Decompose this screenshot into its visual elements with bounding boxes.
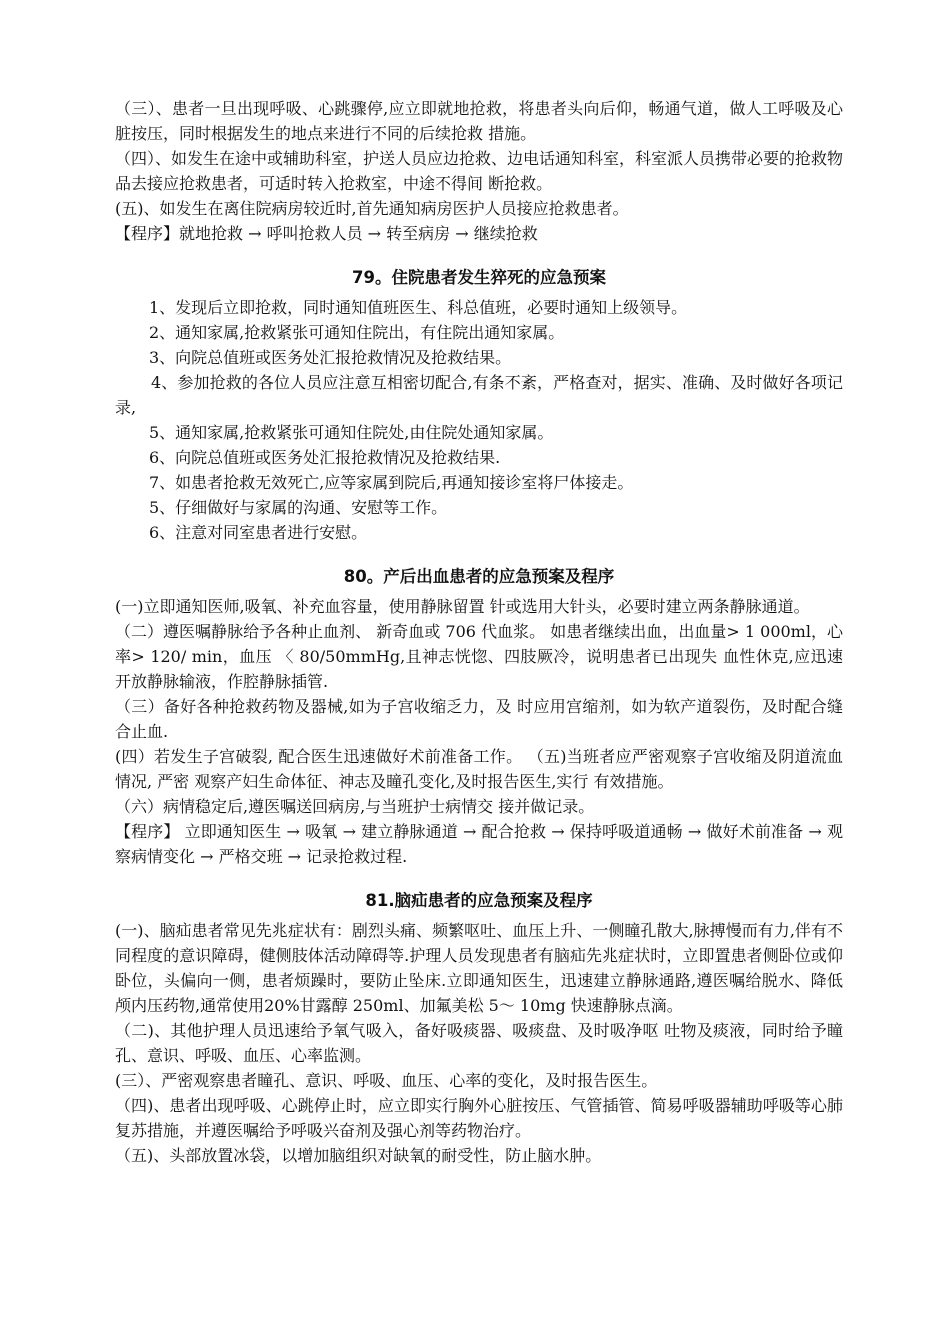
list-item: 3、向院总值班或医务处汇报抢救情况及抢救结果。: [149, 348, 512, 367]
section-81: [115, 888, 843, 1168]
list-item: 1、发现后立即抢救，同时通知值班医生、科总值班，必要时通知上级领导。: [149, 298, 688, 317]
paragraph: （三）、患者一旦出现呼吸、心跳骤停,应立即就地抢救，将患者头向后仰，畅通气道，做人工呼吸及心脏按压，同时根据发生的地点来进行不同的后续抢救 措施。: [115, 99, 843, 143]
paragraph: (四）若发生子宫破裂, 配合医生迅速做好术前准备工作。 （五)当班者应严密观察子宫收缩及阴道流血情况, 严密 观察产妇生命体征、神志及瞳孔变化,及时报告医生,实行 有效措施。: [115, 747, 843, 791]
document-content: [115, 96, 843, 1168]
list-item: 2、通知家属,抢救紧张可通知住院出，有住院出通知家属。: [149, 323, 565, 342]
procedure-line: 【程序】 立即通知医生 → 吸氧 → 建立静脉通道 → 配合抢救 → 保持呼吸道通畅 → 做好术前准备 → 观察病情变化 → 严格交班 → 记录抢救过程.: [115, 822, 843, 866]
list-item: 7、如患者抢救无效死亡,应等家属到院后,再通知接诊室将尸体接走。: [149, 473, 634, 492]
list-item: 6、注意对同室患者进行安慰。: [149, 523, 368, 542]
list-item: 6、向院总值班或医务处汇报抢救情况及抢救结果.: [149, 448, 501, 467]
section-title: 81.脑疝患者的应急预案及程序: [365, 891, 593, 910]
paragraph: （五)、头部放置冰袋，以增加脑组织对缺氧的耐受性，防止脑水肿。: [115, 1146, 602, 1165]
paragraph: (三）、严密观察患者瞳孔、意识、呼吸、血压、心率的变化，及时报告医生。: [115, 1071, 658, 1090]
paragraph: (五)、如发生在离住院病房较近时,首先通知病房医护人员接应抢救患者。: [115, 199, 629, 218]
paragraph: （四）、如发生在途中或辅助科室，护送人员应边抢救、边电话通知科室，科室派人员携带必要的抢救物品去接应抢救患者，可适时转入抢救室，中途不得间 断抢救。: [115, 149, 844, 193]
list-item: 5、仔细做好与家属的沟通、安慰等工作。: [149, 498, 448, 517]
section-80: [115, 564, 843, 869]
section-title: 80。产后出血患者的应急预案及程序: [343, 567, 615, 586]
paragraph: (一)立即通知医师,吸氧、补充血容量，使用静脉留置 针或选用大针头，必要时建立两条静脉通道。: [115, 597, 810, 616]
list-item: 4、参加抢救的各位人员应注意互相密切配合,有条不紊，严格查对，据实、准确、及时做好各项记录,: [115, 373, 843, 417]
list-item: 5、通知家属,抢救紧张可通知住院处,由住院处通知家属。: [149, 423, 554, 442]
paragraph: （二）遵医嘱静脉给予各种止血剂、 新奇血或 706 代血浆。 如患者继续出血，出血量> 1 000ml，心率> 120/ min，血压 〈 80/50mmHg,且神志恍惚、四肢厥冷，说明患者已出现失 血性休克,应迅速开放静脉输液，作腔静脉插管.: [115, 622, 843, 691]
section-78-tail: [115, 96, 843, 246]
section-title: 79。住院患者发生猝死的应急预案: [352, 268, 606, 287]
paragraph: （六）病情稳定后,遵医嘱送回病房,与当班护士病情交 接并做记录。: [115, 797, 595, 816]
paragraph: （四)、患者出现呼吸、心跳停止时，应立即实行胸外心脏按压、气管插管、简易呼吸器辅助呼吸等心肺复苏措施，并遵医嘱给予呼吸兴奋剂及强心剂等药物治疗。: [115, 1096, 843, 1140]
procedure-line: 【程序】就地抢救 → 呼叫抢救人员 → 转至病房 → 继续抢救: [115, 224, 538, 243]
paragraph: （三）备好各种抢救药物及器械,如为子宫收缩乏力，及 时应用宫缩剂，如为软产道裂伤，及时配合缝合止血.: [115, 697, 843, 741]
section-79: [115, 265, 843, 545]
paragraph: (一)、脑疝患者常见先兆症状有：剧烈头痛、频繁呕吐、血压上升、一侧瞳孔散大,脉搏慢而有力,伴有不同程度的意识障碍，健侧肢体活动障碍等.护理人员发现患者有脑疝先兆症状时，立即置患者侧卧位或仰卧位，头偏向一侧，患者烦躁时，要防止坠床.立即通知医生，迅速建立静脉通路,遵医嘱给脱水、降低颅内压药物,通常使用20%甘露醇 250ml、加氟美松 5～ 10mg 快速静脉点滴。: [115, 921, 843, 1015]
paragraph: （二)、其他护理人员迅速给予氧气吸入，备好吸痰器、吸痰盘、及时吸净呕 吐物及痰液，同时给予瞳孔、意识、呼吸、血压、心率监测。: [115, 1021, 843, 1065]
